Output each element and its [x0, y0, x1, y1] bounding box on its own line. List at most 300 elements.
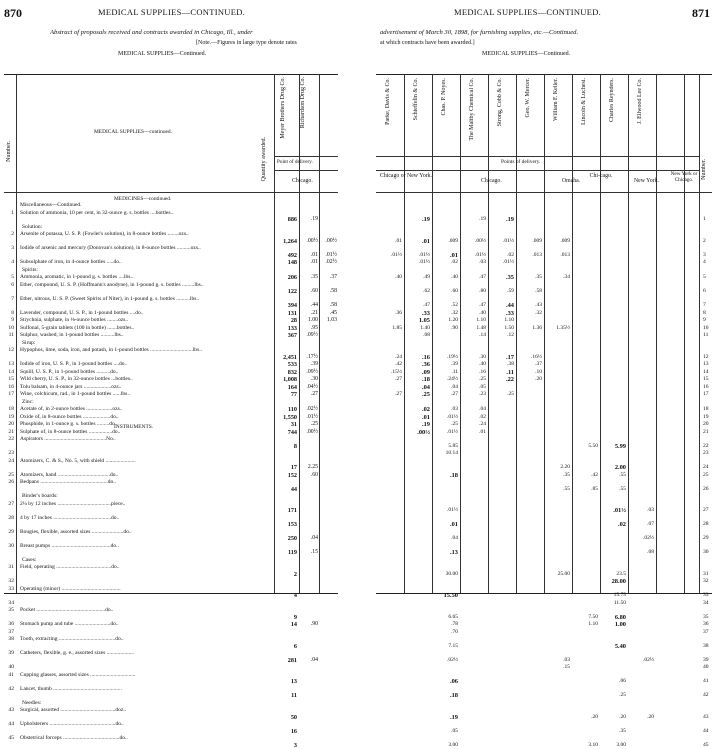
quantity-awarded: 131: [287, 309, 297, 317]
bid-value: .19: [450, 713, 458, 721]
row-number: 16: [703, 383, 709, 390]
bid-value: .37: [535, 361, 542, 367]
bid-value: .25: [507, 391, 514, 397]
bid-value: .02½: [447, 656, 458, 663]
bid-value: .02½: [306, 406, 318, 412]
bid-value: .19½: [447, 353, 458, 360]
quantity-awarded: 50: [290, 713, 297, 721]
row-number: 30: [703, 549, 709, 555]
quantity-awarded: 9: [293, 613, 297, 621]
bid-value: .04: [310, 656, 318, 663]
row-number: 14: [8, 368, 14, 375]
bid-value: 5.99: [614, 442, 626, 450]
bid-value: .17½: [306, 353, 318, 360]
row-number: 45: [703, 741, 709, 748]
bid-value: .60: [451, 288, 458, 294]
bid-value: .009: [532, 237, 542, 244]
row-number: 39: [8, 650, 14, 656]
bid-value: 1.85: [392, 324, 402, 331]
bid-value: .80: [479, 288, 486, 294]
quantity-awarded: 44: [290, 485, 297, 493]
quantity-awarded: 394: [287, 302, 297, 309]
bid-value: .90: [451, 324, 458, 331]
bid-value: .01½: [503, 259, 514, 265]
row-description: Stomach pump and tube ..........................do..: [20, 621, 119, 627]
row-number: 37: [703, 628, 709, 635]
bid-value: .36: [422, 361, 430, 368]
row-number: 18: [8, 406, 14, 412]
bid-value: .13: [450, 549, 458, 556]
bid-value: 30.00: [445, 570, 458, 577]
bid-value: .16: [479, 368, 486, 375]
bid-value: .06: [619, 678, 626, 684]
bid-value: .27: [451, 391, 458, 397]
city-new-york: New York.: [634, 178, 659, 184]
bid-value: .013: [560, 251, 570, 258]
bidder-header: Geo. W. Mercer.: [525, 78, 531, 118]
delivery-city: Chicago.: [292, 178, 313, 184]
row-number: 9: [11, 317, 14, 323]
quantity-awarded: 119: [288, 549, 297, 556]
row-description: Atomizers, hand ......................................do..: [20, 471, 119, 478]
bid-value: .25: [619, 692, 626, 698]
bid-value: 23.5: [616, 570, 626, 577]
row-description: Sulphur, washed, in 1-pound bottles ..........lbs..: [20, 332, 124, 338]
row-description: Breast pumps ...........................................do..: [20, 542, 119, 549]
bid-value: .36: [395, 309, 402, 316]
bid-value: 1.00: [307, 317, 318, 323]
row-number: 25: [8, 471, 14, 478]
bid-value: .00½: [325, 237, 337, 244]
row-description: 2¼ by 12 inches .......................................piece..: [20, 500, 126, 507]
quantity-awarded: 2,451: [283, 353, 297, 361]
quantity-awarded: 148: [287, 259, 297, 266]
row-number: 13: [703, 361, 709, 367]
col-number-header: Number.: [6, 141, 12, 162]
bid-value: .03: [451, 406, 458, 412]
bid-value: .23: [479, 391, 486, 397]
row-number: 45: [8, 735, 14, 741]
quantity-awarded: 250: [287, 535, 297, 542]
row-number: 15: [703, 376, 709, 382]
quantity-awarded: 3: [293, 741, 297, 749]
city-chicago-or-ny: Chicago or New York.: [379, 173, 432, 179]
city-omaha: Omaha.: [562, 178, 581, 184]
row-description: Solution:: [22, 223, 43, 230]
row-number: 17: [703, 391, 709, 397]
row-number: 5: [11, 274, 14, 280]
bid-value: .47: [423, 302, 430, 308]
bid-value: .39: [310, 361, 318, 367]
row-number: 3: [11, 245, 14, 251]
bid-value: .02: [507, 251, 514, 258]
row-number: 38: [8, 636, 14, 642]
bid-value: .01: [422, 237, 430, 245]
bid-value: .44: [506, 302, 514, 309]
bid-value: 1.10: [476, 317, 486, 323]
bid-value: .04: [451, 383, 458, 390]
bid-value: .01: [310, 259, 318, 265]
row-number: 2: [703, 237, 706, 244]
bid-value: .24½: [447, 376, 458, 382]
row-number: 44: [703, 727, 709, 734]
bid-value: .35: [506, 274, 514, 281]
bid-value: .24: [395, 353, 402, 360]
row-description: Sirup:: [22, 339, 36, 346]
row-description: Tolu balsam, in 4-ounce jars ....................ozs..: [20, 383, 122, 390]
bid-value: .35: [310, 274, 318, 280]
row-number: 25: [703, 471, 709, 478]
bid-value: .43: [535, 302, 542, 308]
bid-value: .40: [479, 309, 486, 316]
row-number: 2: [11, 231, 14, 237]
row-number: 28: [703, 521, 709, 527]
row-description: 4 by 17 inches ..........................................do..: [20, 514, 120, 521]
bid-value: .32: [535, 309, 542, 316]
note-text: [Note.—Figures in large type denote rates: [196, 40, 297, 46]
quantity-awarded: 4: [293, 592, 297, 599]
bid-value: .01½: [447, 507, 458, 513]
row-number: 33: [703, 592, 709, 598]
bid-value: .02: [479, 413, 486, 420]
bid-value: 1.50: [504, 324, 514, 331]
bid-value: .01½: [503, 237, 514, 244]
bid-value: 1.05: [418, 317, 430, 324]
bid-value: 1.20: [448, 317, 458, 323]
row-number: 12: [8, 347, 14, 353]
bid-value: .18: [450, 471, 458, 479]
bid-value: .01: [422, 413, 430, 421]
city-chicago-short: Chi-cago.: [589, 173, 613, 179]
row-number: 32: [703, 578, 709, 584]
bid-value: .22: [506, 376, 514, 383]
quantity-awarded: 1,008: [283, 376, 297, 383]
row-description: Subsulphate of iron, in 4-ounce bottles .....do..: [20, 259, 122, 265]
bid-value: 25.00: [557, 570, 570, 577]
bid-value: .09: [422, 368, 430, 376]
section-heading: MEDICAL SUPPLIES—Continued.: [482, 51, 571, 57]
bid-value: .55: [563, 485, 570, 492]
row-number: 8: [11, 309, 14, 316]
bid-value: .19: [422, 421, 430, 428]
quantity-awarded: 886: [287, 216, 297, 223]
row-number: 11: [8, 332, 14, 338]
row-number: 34: [8, 599, 14, 606]
quantity-awarded: 153: [287, 521, 297, 528]
row-number: 27: [8, 500, 14, 507]
bid-value: .47: [479, 274, 486, 280]
section-heading: MEDICAL SUPPLIES—Continued.: [118, 51, 207, 57]
bid-value: .03: [479, 259, 486, 265]
bid-value: .40: [395, 274, 402, 280]
row-number: 21: [8, 428, 14, 435]
row-number: 14: [703, 368, 709, 375]
row-number: 10: [703, 324, 709, 331]
row-number: 40: [8, 664, 14, 670]
bid-value: .27: [395, 391, 402, 397]
row-description: Wild cherry, U. S. P., in 32-ounce bottles ...bottles..: [20, 376, 133, 382]
quantity-awarded: 152: [287, 471, 297, 479]
row-description: Operating (minor) ...........................................: [20, 585, 121, 592]
city-chicago: Chicago.: [481, 178, 502, 184]
bid-value: 1.36: [532, 324, 542, 331]
bid-value: .19: [479, 216, 486, 222]
bid-value: .42: [591, 471, 598, 478]
row-number: 12: [703, 353, 709, 360]
row-number: 1: [703, 216, 706, 222]
bid-value: .40: [451, 274, 458, 280]
row-description: Catheters, flexible, g. e., assorted sizes ....................: [20, 650, 135, 656]
bid-value: .20: [647, 713, 654, 720]
row-number: 22: [703, 442, 709, 449]
instruments-header: INSTRUMENTS.: [114, 424, 154, 430]
bidder-header: Chas. P. Noyes.: [441, 78, 447, 116]
bid-value: .59: [507, 288, 514, 294]
bid-value: .05: [479, 383, 486, 390]
bid-value: .11: [506, 368, 514, 376]
quantity-awarded: 122: [287, 288, 297, 295]
row-description: Iodide of arsenic and mercury (Donovan's solution), in 8-ounce bottles ..........ozs..: [20, 245, 201, 251]
right-table: [376, 74, 712, 748]
page-number: 871: [692, 6, 710, 20]
quantity-awarded: 1,264: [283, 237, 297, 245]
bid-value: .05: [451, 727, 458, 734]
bid-value: 1.40: [420, 324, 430, 331]
bid-value: 5.40: [614, 642, 626, 650]
row-description: Bougies, flexible, assorted sizes .......................do..: [20, 528, 132, 535]
bid-value: 1.00: [614, 621, 626, 628]
row-number: 4: [703, 259, 706, 265]
quantity-awarded: 28: [290, 317, 297, 324]
bid-value: .37: [329, 274, 337, 280]
row-description: Lavender, compound, U. S. P., in 1-pound bottles ....do..: [20, 309, 144, 316]
bid-value: .00½: [306, 237, 318, 244]
row-number: 8: [703, 309, 706, 316]
left-page: [0, 0, 358, 749]
abstract-title-continued: advertisement of March 30, 1898, for furnishing supplies, etc.—Continued.: [380, 29, 579, 36]
bid-value: .09½: [306, 368, 318, 375]
row-description: Pocket ..................................................do..: [20, 607, 114, 613]
bid-value: .42: [395, 361, 402, 367]
row-description: Ammonia, aromatic, in 1-pound g. s. bottles ....lbs..: [20, 274, 134, 280]
bid-value: .24: [479, 421, 486, 427]
bid-value: .04: [451, 535, 458, 541]
quantity-awarded: 77: [290, 391, 297, 398]
bid-value: .40: [479, 361, 486, 367]
row-number: 35: [703, 613, 709, 620]
bidder-header: Strong, Cobb & Co.: [497, 78, 503, 127]
bid-value: .25: [479, 376, 486, 382]
bid-value: 2.25: [307, 464, 318, 470]
row-number: 43: [8, 707, 14, 713]
bid-value: .00½: [475, 237, 486, 244]
bid-value: .18: [450, 692, 458, 699]
abstract-title: Abstract of proposals received and contracts awarded in Chicago, Ill., under: [50, 29, 253, 36]
page-number: 870: [4, 6, 22, 20]
row-number: 7: [703, 302, 706, 308]
bid-value: .35: [619, 727, 626, 734]
bid-value: .25: [422, 391, 430, 398]
running-head: MEDICAL SUPPLIES—CONTINUED.: [454, 7, 602, 17]
row-number: 29: [703, 535, 709, 541]
bid-value: .39: [451, 361, 458, 367]
row-number: 32: [8, 578, 14, 584]
bid-value: 10.14: [445, 450, 458, 456]
bid-value: .20: [591, 713, 598, 720]
quantity-awarded: 8: [293, 442, 297, 450]
bid-value: .15: [563, 664, 570, 670]
row-description: Needles:: [22, 699, 42, 706]
row-description: Arsenite of potassa, U. S. P. (Fowler's solution), in 8-ounce bottles ........ozs..: [20, 231, 189, 237]
row-number: 3: [703, 251, 706, 258]
bid-value: .02: [422, 406, 430, 413]
col-qty-header: Quantity awarded.: [261, 137, 267, 182]
bid-value: .07: [647, 521, 654, 527]
bid-value: .10: [535, 368, 542, 375]
row-number: 5: [703, 274, 706, 280]
row-number: 6: [11, 281, 14, 288]
row-description: Solution of ammonia, 10 per cent, in 32-ounce g. s. bottles ....bottles..: [20, 209, 174, 216]
bid-value: .01½: [419, 259, 430, 265]
bid-value: .60: [310, 288, 318, 294]
row-number: 1: [11, 209, 14, 216]
bid-value: .04: [310, 535, 318, 541]
bid-value: .03: [647, 507, 654, 513]
quantity-awarded: 17: [290, 464, 297, 471]
bid-value: .01½: [447, 428, 458, 435]
bid-value: .55: [619, 485, 626, 492]
bidder-header: Charles Reynders.: [609, 78, 615, 122]
row-description: Field, operating ........................................do..: [20, 564, 120, 570]
row-number: 31: [703, 570, 709, 577]
bid-value: .58: [535, 288, 542, 294]
bid-value: 11.50: [613, 599, 626, 606]
row-description: Cupping glasses, assorted sizes .................................: [20, 671, 136, 678]
bid-value: .01½: [325, 251, 337, 258]
bidder-header: J. Ellwood Lee Co.: [637, 78, 643, 125]
bid-value: .78: [451, 621, 458, 627]
bid-value: .95: [310, 324, 318, 331]
row-number: 23: [703, 450, 709, 456]
bid-value: 1.35½: [556, 324, 570, 331]
bid-value: .52: [451, 302, 458, 308]
quantity-awarded: 206: [287, 274, 297, 281]
row-description: Sulphate of, in 8-ounce bottles .................do..: [20, 428, 121, 435]
bid-value: .33: [506, 309, 514, 317]
row-number: 42: [8, 685, 14, 692]
quantity-awarded: 2: [293, 570, 297, 578]
row-description: Squill, U. S. P., in 1-pound bottles ..........do..: [20, 368, 119, 375]
bid-value: .35: [535, 274, 542, 280]
row-number: 24: [703, 464, 709, 470]
bid-value: .02½: [325, 259, 337, 265]
bid-value: 15.50: [443, 592, 458, 599]
bid-value: .55: [619, 471, 626, 478]
bid-value: .30: [479, 353, 486, 360]
row-number: 24: [8, 457, 14, 464]
row-description: Sulfonal, 5-grain tablets (100 in bottle) .......bottles..: [20, 324, 135, 331]
row-number: 23: [8, 450, 14, 456]
quantity-awarded: 110: [288, 406, 297, 413]
bid-value: .34: [563, 274, 570, 280]
bid-value: .009: [560, 237, 570, 244]
row-number: 37: [8, 628, 14, 635]
bid-value: 6.65: [448, 613, 458, 620]
quantity-awarded: 533: [287, 361, 297, 368]
bid-value: 3.00: [616, 741, 626, 748]
running-head: MEDICAL SUPPLIES—CONTINUED.: [98, 7, 246, 17]
quantity-awarded: 11: [291, 692, 297, 699]
bid-value: .01: [310, 251, 318, 258]
row-number: 10: [8, 324, 14, 331]
bid-value: .62: [423, 288, 430, 294]
row-description: Wine, colchicum, rad., in 1-pound bottles ......lbs..: [20, 391, 131, 397]
bid-value: 7.15: [448, 642, 458, 649]
col-number-header: Number.: [701, 159, 707, 180]
row-description: Lancet, thumb ..................................................: [20, 685, 122, 692]
bid-value: .01: [479, 428, 486, 435]
bid-value: .12: [507, 332, 514, 338]
bid-value: 6.80: [614, 613, 626, 621]
points-of-delivery: Points of delivery.: [501, 159, 541, 165]
point-of-delivery: Point of delivery.: [277, 159, 313, 165]
quantity-awarded: 832: [287, 368, 297, 376]
bid-value: .35: [563, 471, 570, 478]
bid-value: .08: [423, 332, 430, 338]
row-description: Upholsterers ................................................do..: [20, 721, 124, 727]
row-number: 4: [11, 259, 14, 265]
bid-value: 15.75: [613, 592, 626, 598]
bidder-header: Richardson Drug Co.: [300, 77, 306, 129]
bid-value: .45: [329, 309, 337, 316]
row-number: 42: [703, 692, 709, 698]
row-description: Atomizers, C. & S., No. 5, with shield ......................: [20, 457, 136, 464]
bid-value: .01½: [391, 251, 402, 258]
bidder-header: William F. Keller.: [553, 78, 559, 121]
bid-value: .27: [310, 391, 318, 397]
medicines-header: MEDICINES—continued.: [114, 196, 172, 202]
bid-value: .32: [451, 309, 458, 316]
row-number: 26: [703, 485, 709, 492]
row-description: Zinc:: [22, 398, 34, 405]
row-number: 9: [703, 317, 706, 323]
bid-value: .04½: [306, 383, 318, 390]
bid-value: .08: [647, 549, 654, 555]
row-description: Aspirators .............................................No..: [20, 436, 116, 442]
bid-value: .20: [535, 376, 542, 382]
bid-value: .04: [422, 383, 430, 391]
row-description: Miscellaneous—Continued.: [20, 202, 82, 208]
bid-value: 7.50: [588, 613, 598, 620]
row-number: 44: [8, 721, 14, 727]
left-table: [4, 74, 338, 749]
row-number: 43: [703, 713, 709, 720]
quantity-awarded: 13: [290, 678, 297, 685]
bid-value: 1.10: [588, 621, 598, 627]
bid-value: .44: [310, 302, 318, 308]
row-description: Phosphide, in 1-ounce g. s. bottles .........do..: [20, 421, 118, 427]
bid-value: .49: [423, 274, 430, 280]
quantity-awarded: 281: [287, 656, 297, 664]
bidder-header: Lincoln & Luchesi.: [581, 78, 587, 125]
right-page: [364, 0, 717, 748]
row-description: Surgical, assorted ........................................doz..: [20, 707, 127, 713]
row-description: Obstetrical forceps .........................................do..: [20, 735, 128, 741]
bid-value: .15½: [391, 368, 402, 375]
bidder-header: Meyer Brothers Drug Co.: [280, 77, 286, 139]
row-number: 38: [703, 642, 709, 649]
row-description: Acetate of, in 2-ounce bottles ...................ozs..: [20, 406, 123, 412]
